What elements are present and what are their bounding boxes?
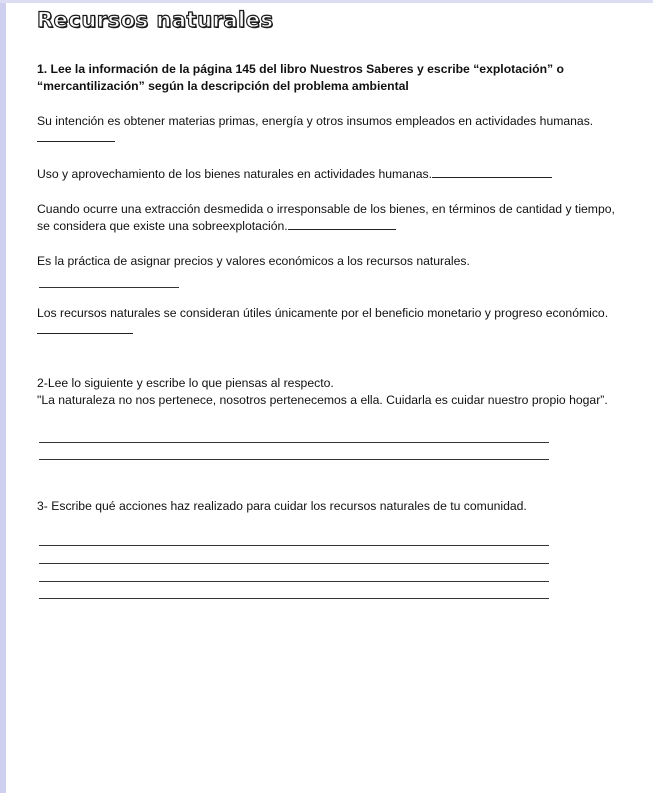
q1-item-2 xyxy=(37,166,627,183)
q1-item-3 xyxy=(37,201,627,235)
q1-item-2-text: Uso y aprovechamiento de los bienes naturales en actividades humanas. xyxy=(37,167,432,181)
question-2-instruction: 2-Lee lo siguiente y escribe lo que piensas al respecto. xyxy=(37,376,334,390)
q1-item-3-text: Cuando ocurre una extracción desmedida o irresponsable de los bienes, en términos de cantidad y tiempo, se considera que existe una sobreexplotación. xyxy=(37,202,615,233)
q3-answer-line-3[interactable] xyxy=(39,581,549,582)
worksheet-page xyxy=(28,0,628,793)
question-1-instruction: 1. Lee la información de la página 145 del libro Nuestros Saberes y escribe “explotación” o “mercantilización” según la descripción del problema ambiental xyxy=(37,62,564,93)
q1-item-1 xyxy=(37,113,627,147)
page-left-edge xyxy=(0,0,6,793)
q3-answer-line-1[interactable] xyxy=(39,545,549,546)
q3-answer-line-4[interactable] xyxy=(39,598,549,599)
q1-item-4-answer-line[interactable] xyxy=(39,287,179,288)
q3-answer-line-2[interactable] xyxy=(39,563,549,564)
q1-item-1-answer-blank[interactable] xyxy=(37,130,115,142)
q1-item-4 xyxy=(37,253,627,270)
worksheet-title: Recursos naturales xyxy=(37,8,274,32)
q1-item-4-text: Es la práctica de asignar precios y valores económicos a los recursos naturales. xyxy=(37,254,470,268)
q1-item-2-answer-blank[interactable] xyxy=(432,166,552,178)
q1-item-5 xyxy=(37,305,627,339)
q2-answer-line-2[interactable] xyxy=(39,459,549,460)
q1-item-3-answer-blank[interactable] xyxy=(288,218,396,230)
question-2-quote: "La naturaleza no nos pertenece, nosotros pertenecemos a ella. Cuidarla es cuidar nuestro propio hogar”. xyxy=(37,393,608,407)
question-3-instruction: 3- Escribe qué acciones haz realizado para cuidar los recursos naturales de tu comunidad. xyxy=(37,499,527,513)
q1-item-5-answer-blank[interactable] xyxy=(37,322,133,334)
q2-answer-line-1[interactable] xyxy=(39,442,549,443)
q1-item-5-text: Los recursos naturales se consideran útiles únicamente por el beneficio monetario y progreso económico. xyxy=(37,306,609,320)
q1-item-1-text: Su intención es obtener materias primas, energía y otros insumos empleados en actividades humanas. xyxy=(37,114,594,128)
